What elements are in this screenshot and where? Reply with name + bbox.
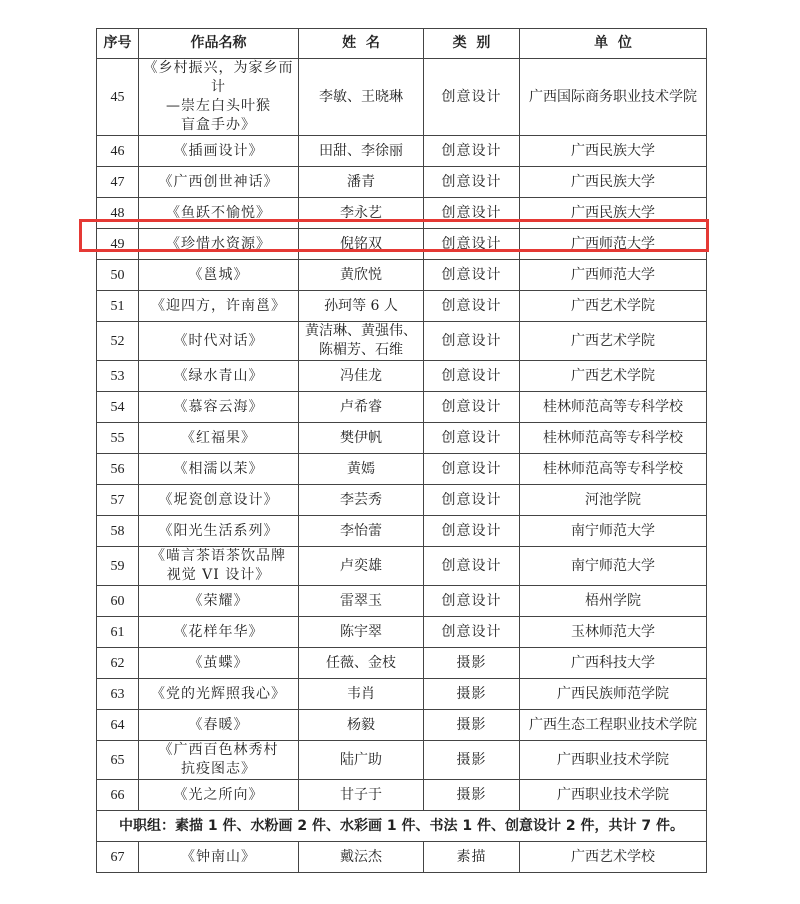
cell-title <box>139 617 299 648</box>
cell-title-line: 《党的光辉照我心》 <box>151 685 286 702</box>
cell-category: 摄影 <box>424 710 520 741</box>
cell-title-line: 视觉 VI 设计》 <box>166 567 271 583</box>
cell-category: 创意设计 <box>424 167 520 198</box>
cell-unit: 广西师范大学 <box>520 229 707 260</box>
cell-unit: 广西民族师范学院 <box>520 679 707 710</box>
cell-seq: 47 <box>97 167 139 198</box>
cell-seq: 56 <box>97 454 139 485</box>
cell-category: 创意设计 <box>424 361 520 392</box>
header-title: 作品名称 <box>139 29 299 59</box>
cell-name <box>299 59 424 136</box>
cell-title <box>139 485 299 516</box>
table-row <box>97 842 707 873</box>
cell-name-line: 李芸秀 <box>340 491 382 508</box>
cell-unit: 广西师范大学 <box>520 260 707 291</box>
cell-unit: 广西民族大学 <box>520 167 707 198</box>
table-row <box>97 710 707 741</box>
cell-unit: 广西科技大学 <box>520 648 707 679</box>
cell-name-line: 雷翠玉 <box>340 592 382 609</box>
cell-name <box>299 617 424 648</box>
cell-title-line: 《慕容云海》 <box>173 398 264 415</box>
cell-seq: 46 <box>97 136 139 167</box>
cell-name-line: 黄欣悦 <box>340 266 382 283</box>
cell-unit: 桂林师范高等专科学校 <box>520 392 707 423</box>
header-seq: 序号 <box>97 29 139 59</box>
cell-title <box>139 454 299 485</box>
cell-title <box>139 361 299 392</box>
cell-seq: 52 <box>97 322 139 361</box>
cell-category: 创意设计 <box>424 291 520 322</box>
cell-category: 创意设计 <box>424 322 520 361</box>
table-row <box>97 780 707 811</box>
cell-title-line: 《坭瓷创意设计》 <box>158 491 279 508</box>
table-row <box>97 547 707 586</box>
cell-unit: 广西艺术学院 <box>520 322 707 361</box>
cell-category: 素描 <box>424 842 520 873</box>
cell-title-line: 《春暖》 <box>188 716 249 733</box>
cell-category: 创意设计 <box>424 586 520 617</box>
cell-unit: 南宁师范大学 <box>520 516 707 547</box>
cell-title <box>139 291 299 322</box>
cell-name: 戴沄杰 <box>299 842 424 873</box>
cell-title-line: 《红福果》 <box>181 429 256 446</box>
table-row <box>97 516 707 547</box>
cell-category: 摄影 <box>424 780 520 811</box>
cell-name <box>299 547 424 586</box>
cell-seq: 50 <box>97 260 139 291</box>
cell-title <box>139 59 299 136</box>
cell-name-line: 卢奕雄 <box>340 557 382 574</box>
cell-title: 《钟南山》 <box>139 842 299 873</box>
cell-name <box>299 198 424 229</box>
cell-category: 创意设计 <box>424 617 520 648</box>
cell-title <box>139 423 299 454</box>
cell-title-line: 《迎四方，许南邕》 <box>151 297 286 314</box>
cell-title-line: —崇左白头叶猴 <box>166 98 271 114</box>
cell-unit: 广西艺术学校 <box>520 842 707 873</box>
table-row <box>97 423 707 454</box>
cell-unit: 桂林师范高等专科学校 <box>520 454 707 485</box>
cell-title <box>139 547 299 586</box>
table-row <box>97 229 707 260</box>
cell-name <box>299 361 424 392</box>
cell-category: 创意设计 <box>424 516 520 547</box>
table-row <box>97 617 707 648</box>
cell-name-line: 田甜、李徐丽 <box>319 142 403 159</box>
table-row <box>97 136 707 167</box>
cell-seq: 65 <box>97 741 139 780</box>
cell-unit: 广西国际商务职业技术学院 <box>520 59 707 136</box>
cell-name-line: 樊伊帆 <box>340 429 382 446</box>
header-row <box>97 29 707 59</box>
cell-title-line: 《阳光生活系列》 <box>158 522 279 539</box>
cell-name-line: 黄嫣 <box>347 460 375 477</box>
cell-name-line: 李怡蕾 <box>340 522 382 539</box>
table-row <box>97 361 707 392</box>
header-name: 姓 名 <box>299 29 424 59</box>
cell-unit: 广西艺术学院 <box>520 361 707 392</box>
cell-title-line: 《插画设计》 <box>173 142 264 159</box>
cell-name <box>299 423 424 454</box>
cell-title <box>139 586 299 617</box>
cell-category: 创意设计 <box>424 392 520 423</box>
cell-seq: 57 <box>97 485 139 516</box>
cell-seq: 53 <box>97 361 139 392</box>
cell-title-line: 《相濡以茉》 <box>173 460 264 477</box>
cell-name <box>299 167 424 198</box>
summary-text: 中职组：素描 1 件、水粉画 2 件、水彩画 1 件、书法 1 件、创意设计 2 件，共计 7 件。 <box>97 811 707 842</box>
cell-seq: 48 <box>97 198 139 229</box>
cell-name <box>299 260 424 291</box>
cell-name-line: 潘青 <box>347 173 375 190</box>
cell-title <box>139 710 299 741</box>
cell-category: 创意设计 <box>424 59 520 136</box>
cell-name-line: 陈宇翠 <box>340 623 382 640</box>
cell-name <box>299 780 424 811</box>
cell-title <box>139 260 299 291</box>
cell-name-line: 倪铭双 <box>340 235 382 252</box>
cell-unit: 河池学院 <box>520 485 707 516</box>
cell-title <box>139 741 299 780</box>
header-unit: 单 位 <box>520 29 707 59</box>
cell-title <box>139 392 299 423</box>
cell-category: 创意设计 <box>424 198 520 229</box>
cell-category: 创意设计 <box>424 229 520 260</box>
cell-title-line: 《喵言茶语茶饮品牌 <box>151 548 286 564</box>
cell-unit: 广西职业技术学院 <box>520 741 707 780</box>
cell-name <box>299 322 424 361</box>
cell-name <box>299 485 424 516</box>
cell-name <box>299 679 424 710</box>
cell-name <box>299 741 424 780</box>
cell-category: 创意设计 <box>424 454 520 485</box>
table-row <box>97 260 707 291</box>
cell-seq: 59 <box>97 547 139 586</box>
cell-title-line: 《时代对话》 <box>173 332 264 349</box>
cell-title <box>139 229 299 260</box>
cell-name-line: 陆广助 <box>340 751 382 768</box>
cell-unit: 广西民族大学 <box>520 136 707 167</box>
table-row <box>97 291 707 322</box>
table-row <box>97 167 707 198</box>
cell-seq: 54 <box>97 392 139 423</box>
cell-name <box>299 516 424 547</box>
cell-unit: 梧州学院 <box>520 586 707 617</box>
cell-seq: 51 <box>97 291 139 322</box>
cell-title-line: 《珍惜水资源》 <box>166 235 271 252</box>
cell-title <box>139 648 299 679</box>
cell-title <box>139 136 299 167</box>
cell-name-line: 任薇、金枝 <box>326 654 396 671</box>
table-row <box>97 485 707 516</box>
cell-name <box>299 291 424 322</box>
cell-title <box>139 516 299 547</box>
cell-name-line: 冯佳龙 <box>340 367 382 384</box>
cell-name <box>299 136 424 167</box>
cell-category: 创意设计 <box>424 423 520 454</box>
awards-table <box>96 28 707 873</box>
cell-seq: 66 <box>97 780 139 811</box>
cell-seq: 55 <box>97 423 139 454</box>
cell-title-line: 《广西创世神话》 <box>158 173 279 190</box>
cell-unit: 桂林师范高等专科学校 <box>520 423 707 454</box>
cell-name <box>299 229 424 260</box>
cell-category: 创意设计 <box>424 260 520 291</box>
cell-name-line: 黄洁琳、黄强伟、 <box>305 323 417 339</box>
cell-category: 摄影 <box>424 741 520 780</box>
cell-unit: 广西生态工程职业技术学院 <box>520 710 707 741</box>
cell-title-line: 《茧蝶》 <box>188 654 249 671</box>
table-row <box>97 586 707 617</box>
cell-unit: 玉林师范大学 <box>520 617 707 648</box>
cell-name-line: 孙珂等 6 人 <box>324 297 398 314</box>
cell-title-line: 盲盒手办》 <box>181 117 256 133</box>
cell-seq: 58 <box>97 516 139 547</box>
cell-title-line: 《乡村振兴，为家乡而计 <box>143 60 294 95</box>
cell-name <box>299 710 424 741</box>
cell-name <box>299 586 424 617</box>
summary-row <box>97 811 707 842</box>
cell-unit: 广西职业技术学院 <box>520 780 707 811</box>
cell-title-line: 《绿水青山》 <box>173 367 264 384</box>
cell-seq: 63 <box>97 679 139 710</box>
cell-title <box>139 198 299 229</box>
cell-title-line: 《花样年华》 <box>173 623 264 640</box>
cell-category: 创意设计 <box>424 485 520 516</box>
table-row <box>97 454 707 485</box>
cell-unit: 广西艺术学院 <box>520 291 707 322</box>
cell-category: 创意设计 <box>424 547 520 586</box>
cell-name-line: 卢希睿 <box>340 398 382 415</box>
cell-title <box>139 679 299 710</box>
cell-title-line: 《鱼跃不愉悦》 <box>166 204 271 221</box>
cell-category: 摄影 <box>424 648 520 679</box>
cell-seq: 62 <box>97 648 139 679</box>
cell-seq: 60 <box>97 586 139 617</box>
cell-name-line: 杨毅 <box>347 716 375 733</box>
cell-title <box>139 167 299 198</box>
cell-title-line: 抗疫图志》 <box>181 761 256 777</box>
table-row <box>97 648 707 679</box>
table-row <box>97 679 707 710</box>
cell-seq: 67 <box>97 842 139 873</box>
cell-title-line: 《荣耀》 <box>188 592 249 609</box>
cell-name-line: 韦肖 <box>347 685 375 702</box>
cell-name-line: 甘子于 <box>340 786 382 803</box>
cell-title-line: 《光之所向》 <box>173 786 264 803</box>
cell-name <box>299 392 424 423</box>
header-category: 类 别 <box>424 29 520 59</box>
cell-name <box>299 454 424 485</box>
cell-title <box>139 322 299 361</box>
cell-category: 摄影 <box>424 679 520 710</box>
cell-name-line: 陈楣芳、石维 <box>319 342 403 358</box>
cell-title <box>139 780 299 811</box>
cell-title-line: 《邕城》 <box>188 266 249 283</box>
cell-name-line: 李永艺 <box>340 204 382 221</box>
cell-seq: 64 <box>97 710 139 741</box>
cell-unit: 南宁师范大学 <box>520 547 707 586</box>
cell-name <box>299 648 424 679</box>
table-row <box>97 392 707 423</box>
cell-category: 创意设计 <box>424 136 520 167</box>
cell-seq: 61 <box>97 617 139 648</box>
table-row <box>97 741 707 780</box>
cell-title-line: 《广西百色林秀村 <box>158 742 279 758</box>
table-row <box>97 59 707 136</box>
cell-seq: 49 <box>97 229 139 260</box>
table-row <box>97 322 707 361</box>
cell-name-line: 李敏、王晓琳 <box>319 88 403 105</box>
cell-seq: 45 <box>97 59 139 136</box>
table-row <box>97 198 707 229</box>
cell-unit: 广西民族大学 <box>520 198 707 229</box>
